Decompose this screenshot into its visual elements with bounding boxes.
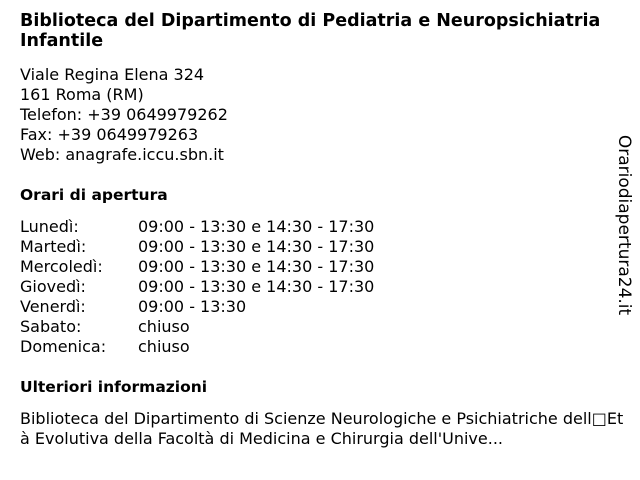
day-label: Martedì: <box>20 237 87 256</box>
hours-row-wednesday <box>20 257 612 277</box>
time-value: 09:00 - 13:30 e 14:30 - 17:30 <box>138 237 375 256</box>
hours-row-monday <box>20 217 612 237</box>
day-label: Lunedì: <box>20 217 79 236</box>
time-value: 09:00 - 13:30 <box>138 297 247 316</box>
hours-row-tuesday <box>20 237 612 257</box>
time-value: 09:00 - 13:30 e 14:30 - 17:30 <box>138 257 375 276</box>
day-label: Sabato: <box>20 317 82 336</box>
web-line: Web: anagrafe.iccu.sbn.it <box>20 145 224 164</box>
hours-row-friday <box>20 297 612 317</box>
hours-row-thursday <box>20 277 612 297</box>
city-line: 161 Roma (RM) <box>20 85 144 104</box>
time-value: 09:00 - 13:30 e 14:30 - 17:30 <box>138 217 375 236</box>
time-value: 09:00 - 13:30 e 14:30 - 17:30 <box>138 277 375 296</box>
more-info-text: Biblioteca del Dipartimento di Scienze Neurologiche e Psichiatriche dell□Età Evolutiva della Facoltà di Medicina e Chirurgia dell'Unive... <box>20 409 624 448</box>
street-address: Viale Regina Elena 324 <box>20 65 205 84</box>
day-label: Mercoledì: <box>20 257 103 276</box>
phone-line: Telefon: +39 0649979262 <box>20 105 228 124</box>
day-label: Giovedì: <box>20 277 86 296</box>
fax-line: Fax: +39 0649979263 <box>20 125 199 144</box>
hours-row-sunday <box>20 337 612 357</box>
hours-row-saturday <box>20 317 612 337</box>
site-watermark: Orariodiapertura24.it <box>614 134 634 316</box>
opening-hours-table <box>20 217 612 357</box>
day-label: Venerdì: <box>20 297 86 316</box>
time-value: chiuso <box>138 317 190 336</box>
page-title: Biblioteca del Dipartimento di Pediatria e Neuropsichiatria Infantile <box>20 11 601 51</box>
more-info-heading: Ulteriori informazioni <box>20 378 208 396</box>
day-label: Domenica: <box>20 337 107 356</box>
address-block <box>20 65 612 165</box>
opening-hours-heading: Orari di apertura <box>20 186 168 204</box>
time-value: chiuso <box>138 337 190 356</box>
